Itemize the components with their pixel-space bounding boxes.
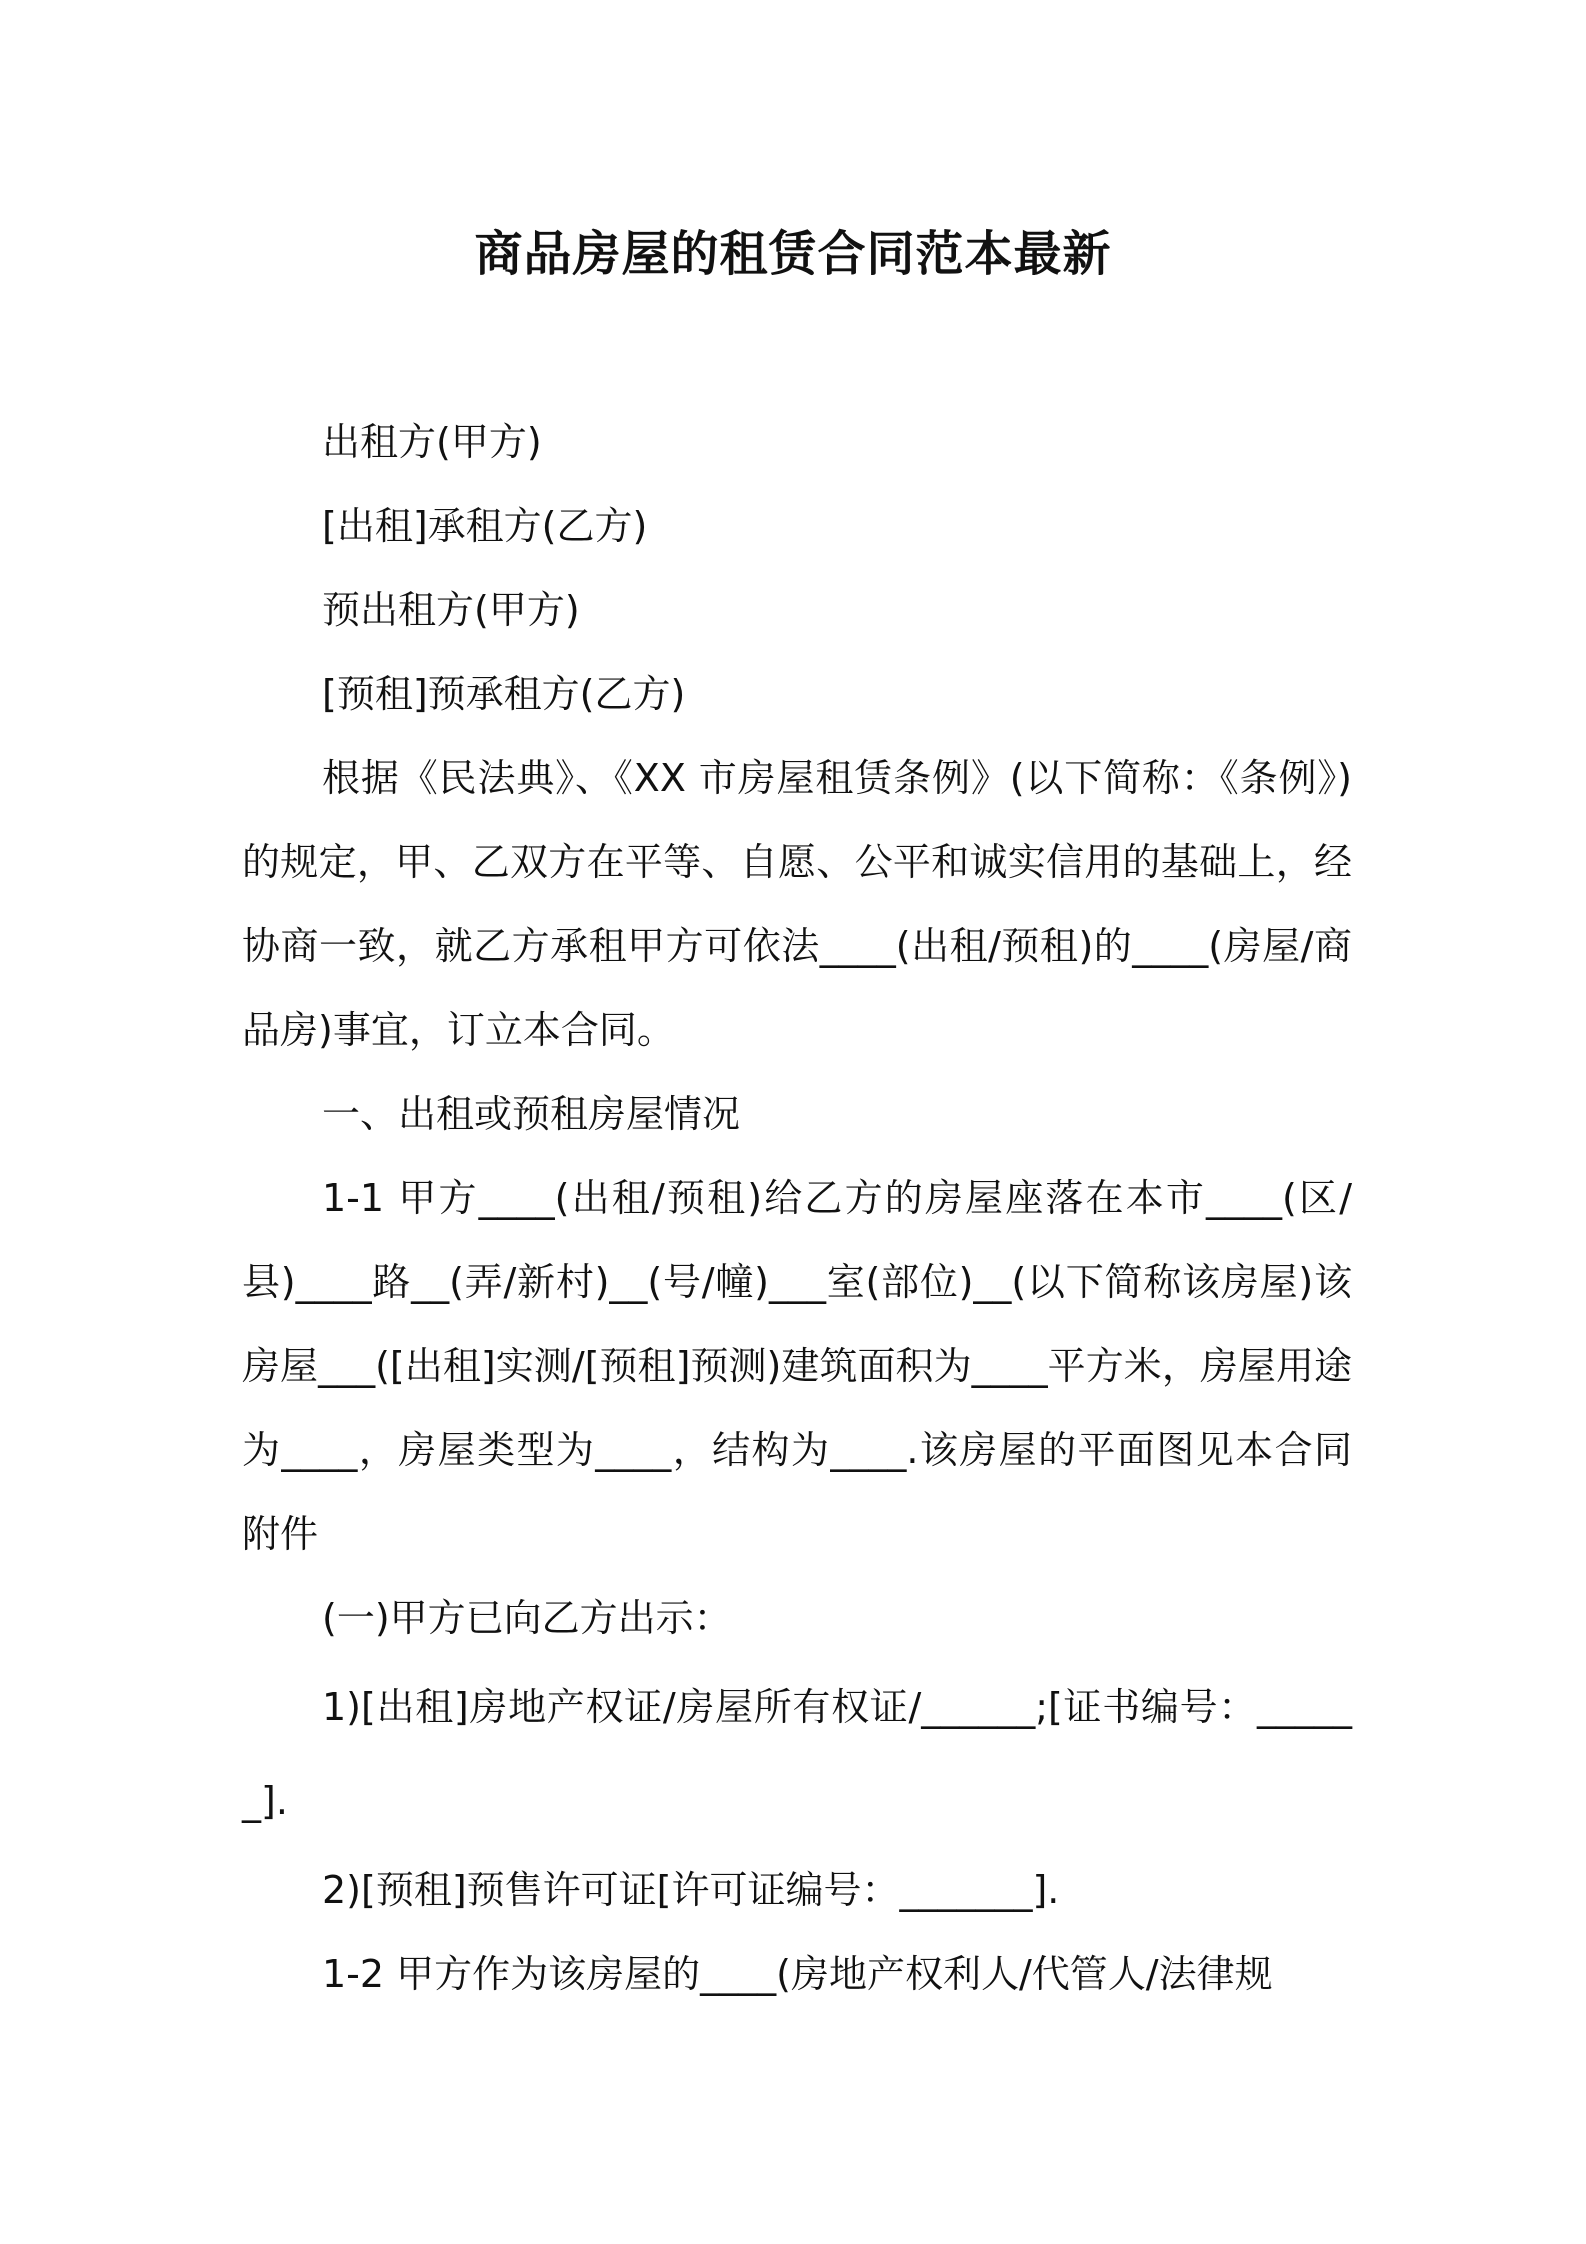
item-1-certificate: 1)[出租]房地产权证/房屋所有权证/______;[证书编号：______]. xyxy=(242,1685,1352,1823)
preamble-paragraph: 根据《民法典》、《XX 市房屋租赁条例》(以下简称：《条例》)的规定，甲、乙双方在平等、自愿、公平和诚实信用的基础上，经协商一致，就乙方承租甲方可依法____(出租/预租)的____(房屋/商品房)事宜，订立本合同。 xyxy=(242,756,1352,1052)
sub-clause-heading: (一)甲方已向乙方出示： xyxy=(322,1596,732,1640)
section-heading-1: 一、出租或预租房屋情况 xyxy=(322,1092,741,1136)
clause-1-2: 1-2 甲方作为该房屋的____(房地产权利人/代管人/法律规 xyxy=(322,1952,1273,1996)
clause-1-1: 1-1 甲方____(出租/预租)给乙方的房屋座落在本市____(区/县)____路__(弄/新村)__(号/幢)___室(部位)__(以下简称该房屋)该房屋___([出租]实测/[预租]预测)建筑面积为____平方米，房屋用途为____，房屋类型为____，结构为____.该房屋的平面图见本合同附件 xyxy=(242,1176,1352,1556)
party-lessee: [出租]承租方(乙方) xyxy=(322,504,648,548)
party-lessor: 出租方(甲方) xyxy=(322,420,542,464)
item-2-presale-permit: 2)[预租]预售许可证[许可证编号：_______]. xyxy=(322,1868,1060,1912)
party-pre-lessee: [预租]预承租方(乙方) xyxy=(322,672,686,716)
document-title: 商品房屋的租赁合同范本最新 xyxy=(474,226,1112,282)
party-pre-lessor: 预出租方(甲方) xyxy=(322,588,580,632)
document-body xyxy=(242,400,1352,2016)
